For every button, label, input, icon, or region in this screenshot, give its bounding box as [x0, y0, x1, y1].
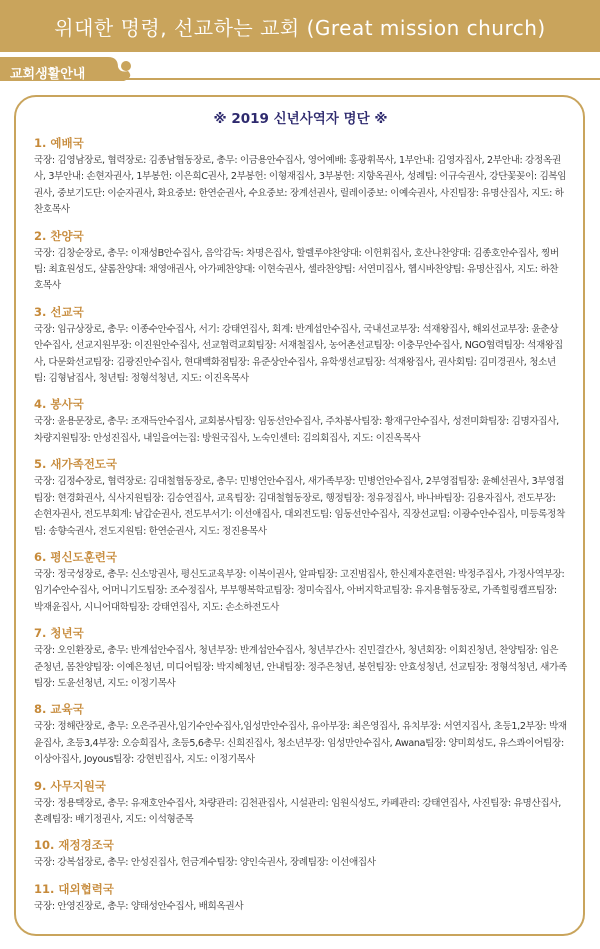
section-title: 11. 대외협력국 — [34, 881, 114, 896]
section-laity-training — [34, 549, 567, 616]
section-tab — [0, 57, 600, 87]
header-banner — [0, 0, 600, 52]
tab-ribbon-shape — [0, 57, 600, 87]
section-body: 국장: 김창순장로, 총무: 이재성B안수집사, 음악감독: 차명은집사, 할렐루야찬양대: 이헌휘집사, 호산나찬양대: 김종호안수집사, 찡버팀: 최효원성도, 샬롬찬양대: 채영애권사, 아가페찬양대: 이현숙권사, 셀라찬양팀: 서연미집사, 헵시바찬양팀: 유명산집사, 지도: 하찬호목사 — [34, 247, 559, 292]
section-title: 2. 찬양국 — [34, 228, 84, 243]
section-title: 8. 교육국 — [34, 702, 84, 717]
tab-label: 교회생활안내 — [10, 67, 86, 82]
section-finance — [34, 837, 567, 871]
section-body: 국장: 정해란장로, 총무: 오은주권사,임기수안수집사,임성만안수집사, 유아부장: 최은영집사, 유치부장: 서연지집사, 초등1,2부장: 박재윤집사, 초등3,4부장: 오승희집사, 초등5,6총무: 신희진집사, 청소년부장: 임성만안수집사, Awana팀장: 양미희성도, 유스콰이어팀장: 이상아집사, Joyous팀장: 강현빈집사, 지도: 이정기목사 — [34, 721, 567, 766]
section-title: 7. 청년국 — [34, 626, 84, 641]
section-title: 5. 새가족전도국 — [34, 457, 118, 472]
section-body: 국장: 오인환장로, 총무: 반계섭안수집사, 청년부장: 반계섭안수집사, 청년부간사: 진민결간사, 청년회장: 이회진청년, 찬양팀장: 임은준청년, 몸찬양팀장: 이예은청년, 미디어팀장: 박지혜청년, 안내팀장: 정주은청년, 봉헌팀장: 안효성청년, 선교팀장: 정형석청년, 새가족팀장: 도윤선청년, 지도: 이정기목사 — [34, 645, 567, 689]
content-panel — [14, 95, 585, 936]
section-title: 1. 예배국 — [34, 136, 84, 150]
section-body: 국장: 안영진장로, 총무: 양태성안수집사, 배희옥권사 — [34, 900, 244, 912]
section-body: 국장: 김정수장로, 협력장로: 김대철협동장로, 총무: 민병언안수집사, 새가족부장: 민병언안수집사, 2부영접팀장: 윤혜선권사, 3부영접팀장: 현경화권사, 식사지원팀장: 김승연집사, 교육팀장: 김대철협동장로, 행정팀장: 정유정집사, 바나바팀장: 김용자집사, 전도부장: 손현자권사, 전도부회계: 남갑순권사, 전도부서기: 이선애집사, 대외전도팀: 임동선안수집사, 직장선교팀: 이광수안수집사, 미등록정착팀: 송향숙권사, 전도지원팀: 한연순권사, 지도: 정진용목사 — [34, 476, 565, 537]
section-external-relations — [34, 881, 567, 915]
section-office-support — [34, 778, 567, 829]
section-title: 6. 평신도훈련국 — [34, 549, 118, 564]
section-mission — [34, 304, 567, 388]
section-title: 9. 사무지원국 — [34, 778, 106, 793]
header-title: 위대한 명령, 선교하는 교회 (Great mission church) — [54, 15, 546, 40]
section-education — [34, 701, 567, 768]
section-body: 국장: 김영남장로, 협력장로: 김종남협동장로, 총무: 이금용안수집사, 영어예배: 홍광휘목사, 1부안내: 김영자집사, 2부안내: 강정옥권사, 3부안내: 손현자권사, 1부봉헌: 이은희C권사, 2부봉헌: 이형재집사, 3부봉헌: 지향옥권사, 성례팀: 이규숙권사, 강단꽃꽂이: 김복임권사, 중보기도단: 이순자권사, 화요중보: 한연순권사, 수요중보: 장계선권사, 릴레이중보: 이예숙권사, 사진팀장: 유명산집사, 지도: 하찬호목사 — [34, 155, 567, 216]
section-evangelism — [34, 456, 567, 540]
section-youth — [34, 625, 567, 692]
section-praise — [34, 228, 567, 295]
section-worship — [34, 135, 567, 219]
section-body: 국장: 강복섭장로, 총무: 안성진집사, 헌금계수팀장: 양인숙권사, 장례팀장: 이선애집사 — [34, 857, 376, 869]
section-title: 4. 봉사국 — [34, 397, 84, 412]
section-body: 국장: 정국성장로, 총무: 신소망권사, 평신도교육부장: 이복이권사, 알파팀장: 고진범집사, 한신제자훈련원: 박정주집사, 가정사역부장: 임기수안수집사, 어머니기도팀장: 조수정집사, 부부행복학교팀장: 정미숙집사, 아버지학교팀장: 유지용협동장로, 가족힐링캠프팀장: 박재윤집사, 시니어대학팀장: 강태연집사, 지도: 손소하전도사 — [34, 568, 565, 613]
section-title: 3. 선교국 — [34, 304, 84, 319]
section-body: 국장: 윤용문장로, 총무: 조재득안수집사, 교회봉사팀장: 임동선안수집사, 주차봉사팀장: 황재구안수집사, 성전미화팀장: 김명자집사, 차량지원팀장: 안성진집사, 내일을여는집: 방원국집사, 노숙인센터: 김의회집사, 지도: 이진옥목사 — [34, 416, 559, 444]
document-title: ※ 2019 신년사역자 명단 ※ — [213, 111, 388, 127]
section-body: 국장: 임규상장로, 총무: 이종수안수집사, 서기: 강태연집사, 회계: 반계섭안수집사, 국내선교부장: 석재왕집사, 해외선교부장: 윤춘상안수집사, 선교지원부장: 이진원안수집사, 선교협력교회팀장: 서재철집사, 농어촌선교팀장: 이충무안수집사, NGO협력팀장: 석재왕집사, 다문화선교팀장: 김광진안수집사, 현대백화점팀장: 유준상안수집사, 유학생선교팀장: 석재왕집사, 권사회팀: 김미경권사, 청소년팀: 김형남집사, 청년팀: 정형석청년, 지도: 이진옥목사 — [34, 323, 563, 385]
section-title: 10. 재정경조국 — [34, 838, 114, 853]
section-body: 국장: 정용택장로, 총무: 유재호안수집사, 차량관리: 김천관집사, 시설관리: 임원식성도, 카페관리: 강태연집사, 사진팀장: 유명산집사, 혼례팀장: 배기정권사, 지도: 이석형준목 — [34, 797, 561, 825]
section-service — [34, 396, 567, 447]
